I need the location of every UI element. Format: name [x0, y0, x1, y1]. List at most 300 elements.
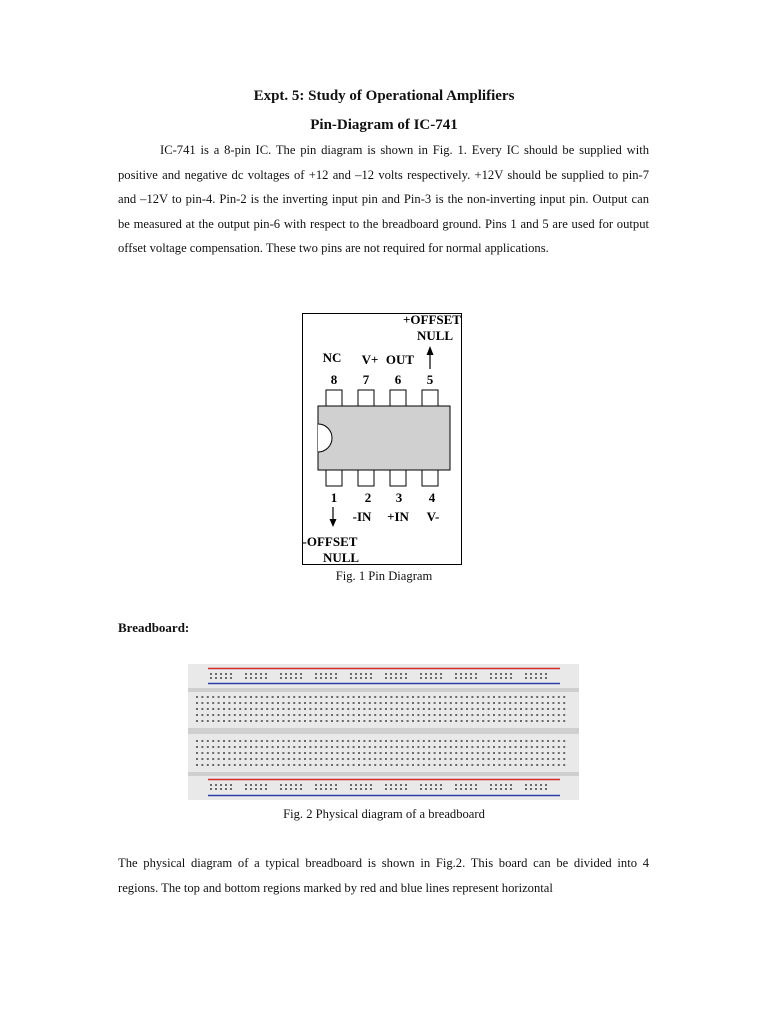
breadboard-hole [500, 673, 502, 675]
rail-divider-top [188, 688, 579, 692]
breadboard-hole [407, 702, 409, 704]
breadboard-hole [288, 714, 290, 716]
breadboard-hole [374, 720, 376, 722]
breadboard-hole [490, 677, 492, 679]
breadboard-hole [315, 784, 317, 786]
breadboard-hole [285, 673, 287, 675]
breadboard-hole [360, 673, 362, 675]
breadboard-hole [545, 673, 547, 675]
breadboard-hole [477, 714, 479, 716]
breadboard-hole [374, 708, 376, 710]
breadboard-hole [342, 764, 344, 766]
breadboard-hole [545, 784, 547, 786]
breadboard-hole [471, 758, 473, 760]
breadboard-hole [218, 696, 220, 698]
breadboard-hole [466, 740, 468, 742]
breadboard-hole [477, 746, 479, 748]
breadboard-hole [369, 702, 371, 704]
breadboard-hole [531, 708, 533, 710]
breadboard-hole [288, 696, 290, 698]
breadboard-hole [293, 702, 295, 704]
breadboard-hole [365, 784, 367, 786]
breadboard-hole [288, 702, 290, 704]
breadboard-hole [428, 714, 430, 716]
breadboard-hole [435, 677, 437, 679]
breadboard-hole [290, 677, 292, 679]
breadboard-hole [520, 752, 522, 754]
breadboard-hole [234, 714, 236, 716]
breadboard-hole [461, 702, 463, 704]
breadboard-hole [350, 784, 352, 786]
breadboard-hole [282, 708, 284, 710]
pin-2-lead [358, 470, 374, 486]
breadboard-hole [525, 677, 527, 679]
breadboard-hole [330, 784, 332, 786]
breadboard-hole [495, 677, 497, 679]
breadboard-hole [266, 714, 268, 716]
breadboard-hole [369, 720, 371, 722]
breadboard-hole [293, 764, 295, 766]
breadboard-hole [552, 740, 554, 742]
breadboard-hole [396, 740, 398, 742]
breadboard-hole [435, 784, 437, 786]
breadboard-hole [353, 746, 355, 748]
breadboard-hole [455, 702, 457, 704]
breadboard-hole [520, 746, 522, 748]
breadboard-hole [423, 720, 425, 722]
breadboard-hole [509, 720, 511, 722]
breadboard-hole [400, 677, 402, 679]
breadboard-hole [466, 758, 468, 760]
breadboard-hole [466, 696, 468, 698]
breadboard-hole [461, 752, 463, 754]
breadboard-hole [288, 758, 290, 760]
breadboard-hole [490, 784, 492, 786]
breadboard-hole [350, 673, 352, 675]
breadboard-hole [531, 714, 533, 716]
breadboard-hole [498, 752, 500, 754]
breadboard-hole [288, 708, 290, 710]
breadboard-hole [425, 788, 427, 790]
breadboard-hole [547, 740, 549, 742]
breadboard-hole [239, 752, 241, 754]
breadboard-hole [228, 764, 230, 766]
breadboard-hole [563, 740, 565, 742]
breadboard-hole [520, 740, 522, 742]
breadboard-hole [320, 714, 322, 716]
breadboard-hole [369, 758, 371, 760]
breadboard-hole [239, 696, 241, 698]
breadboard-hole [212, 740, 214, 742]
breadboard-hole [385, 788, 387, 790]
breadboard-hole [407, 746, 409, 748]
breadboard-hole [430, 784, 432, 786]
breadboard-hole [225, 784, 227, 786]
breadboard-hole [531, 696, 533, 698]
breadboard-hole [428, 696, 430, 698]
breadboard-hole [261, 764, 263, 766]
breadboard-hole [363, 696, 365, 698]
breadboard-hole [482, 746, 484, 748]
breadboard-hole [395, 784, 397, 786]
breadboard-hole [299, 702, 301, 704]
breadboard-hole [407, 752, 409, 754]
breadboard-hole [320, 677, 322, 679]
breadboard-hole [245, 740, 247, 742]
breadboard-hole [477, 758, 479, 760]
breadboard-hole [423, 696, 425, 698]
breadboard-hole [488, 702, 490, 704]
breadboard-hole [218, 746, 220, 748]
breadboard-hole [401, 752, 403, 754]
breadboard-hole [365, 788, 367, 790]
breadboard-hole [493, 752, 495, 754]
breadboard-hole [482, 740, 484, 742]
breadboard-hole [350, 788, 352, 790]
breadboard-hole [250, 720, 252, 722]
breadboard-hole [477, 720, 479, 722]
breadboard-hole [277, 746, 279, 748]
breadboard-hole [515, 740, 517, 742]
breadboard-hole [520, 708, 522, 710]
breadboard-hole [285, 677, 287, 679]
breadboard-hole [515, 696, 517, 698]
breadboard-hole [504, 720, 506, 722]
breadboard-hole [358, 752, 360, 754]
breadboard-hole [309, 702, 311, 704]
breadboard-hole [370, 677, 372, 679]
breadboard-hole [315, 696, 317, 698]
breadboard-hole [423, 746, 425, 748]
breadboard-hole [425, 673, 427, 675]
breadboard-hole [245, 764, 247, 766]
breadboard-hole [326, 714, 328, 716]
breadboard-hole [423, 708, 425, 710]
breadboard-hole [250, 758, 252, 760]
breadboard-hole [547, 764, 549, 766]
breadboard-hole [434, 708, 436, 710]
breadboard-hole [520, 714, 522, 716]
pin-number-5: 5 [426, 372, 434, 387]
pin-number-8: 8 [330, 372, 338, 387]
breadboard-hole [509, 740, 511, 742]
breadboard-hole [420, 784, 422, 786]
breadboard-hole [460, 673, 462, 675]
breadboard-hole [440, 788, 442, 790]
breadboard-hole [315, 758, 317, 760]
breadboard-hole [552, 702, 554, 704]
breadboard-hole [552, 764, 554, 766]
breadboard-hole [390, 720, 392, 722]
breadboard-hole [234, 752, 236, 754]
breadboard-hole [563, 752, 565, 754]
breadboard-hole [293, 720, 295, 722]
breadboard-hole [266, 758, 268, 760]
breadboard-hole [350, 677, 352, 679]
breadboard-hole [300, 677, 302, 679]
breadboard-hole [358, 746, 360, 748]
breadboard-hole [542, 758, 544, 760]
breadboard-hole [482, 702, 484, 704]
breadboard-hole [542, 696, 544, 698]
breadboard-hole [300, 673, 302, 675]
breadboard-hole [423, 758, 425, 760]
breadboard-hole [396, 720, 398, 722]
breadboard-hole [482, 720, 484, 722]
breadboard-hole [434, 696, 436, 698]
breadboard-hole [315, 752, 317, 754]
breadboard-hole [531, 764, 533, 766]
breadboard-hole [218, 714, 220, 716]
breadboard-hole [239, 764, 241, 766]
breadboard-hole [461, 720, 463, 722]
breadboard-hole [353, 720, 355, 722]
breadboard-hole [201, 740, 203, 742]
breadboard-hole [250, 702, 252, 704]
breadboard-hole [261, 758, 263, 760]
pin-1-lead [326, 470, 342, 486]
breadboard-hole [315, 708, 317, 710]
breadboard-hole [272, 714, 274, 716]
breadboard-hole [309, 696, 311, 698]
breadboard-hole [439, 758, 441, 760]
breadboard-hole [299, 714, 301, 716]
breadboard-hole [250, 714, 252, 716]
breadboard-hole [455, 673, 457, 675]
breadboard-hole [412, 752, 414, 754]
breadboard-hole [542, 740, 544, 742]
breadboard-hole [385, 708, 387, 710]
breadboard-hole [342, 740, 344, 742]
breadboard-hole [331, 696, 333, 698]
breadboard-hole [261, 746, 263, 748]
breadboard-hole [363, 746, 365, 748]
breadboard-hole [215, 788, 217, 790]
breadboard-hole [563, 696, 565, 698]
pin-5-lead [422, 390, 438, 406]
breadboard-hole [374, 752, 376, 754]
breadboard-hole [500, 784, 502, 786]
breadboard-hole [552, 746, 554, 748]
breadboard-hole [255, 746, 257, 748]
breadboard-hole [272, 764, 274, 766]
breadboard-hole [277, 740, 279, 742]
breadboard-hole [196, 696, 198, 698]
breadboard-hole [455, 764, 457, 766]
breadboard-hole [282, 696, 284, 698]
breadboard-hole [498, 740, 500, 742]
breadboard-hole [417, 746, 419, 748]
breadboard-hole [239, 702, 241, 704]
breadboard-hole [272, 720, 274, 722]
breadboard-hole [299, 746, 301, 748]
breadboard-hole [434, 714, 436, 716]
breadboard-hole [331, 714, 333, 716]
breadboard-hole [353, 708, 355, 710]
breadboard-hole [515, 714, 517, 716]
breadboard-hole [207, 696, 209, 698]
breadboard-hole [525, 746, 527, 748]
breadboard-hole [223, 740, 225, 742]
breadboard-hole [444, 746, 446, 748]
breadboard-hole [552, 758, 554, 760]
breadboard-hole [439, 740, 441, 742]
breadboard-hole [493, 720, 495, 722]
breadboard-hole [331, 752, 333, 754]
breadboard-hole [525, 702, 527, 704]
breadboard-hole [434, 764, 436, 766]
breadboard-hole [282, 752, 284, 754]
breadboard-hole [347, 708, 349, 710]
breadboard-hole [434, 720, 436, 722]
breadboard-hole [380, 720, 382, 722]
breadboard-hole [210, 673, 212, 675]
breadboard-hole [380, 764, 382, 766]
breadboard-hole [558, 746, 560, 748]
breadboard-hole [207, 746, 209, 748]
breadboard-hole [239, 746, 241, 748]
breadboard-hole [380, 746, 382, 748]
breadboard-hole [520, 720, 522, 722]
breadboard-hole [405, 784, 407, 786]
breadboard-hole [347, 696, 349, 698]
breadboard-hole [218, 752, 220, 754]
breadboard-hole [396, 746, 398, 748]
breadboard-hole [542, 714, 544, 716]
breadboard-hole [290, 784, 292, 786]
breadboard-hole [309, 740, 311, 742]
breadboard-hole [488, 746, 490, 748]
pin-label-plus-in: +IN [387, 509, 409, 524]
breadboard-hole [196, 752, 198, 754]
breadboard-hole [342, 702, 344, 704]
breadboard-hole [212, 702, 214, 704]
breadboard-hole [239, 708, 241, 710]
breadboard-hole [500, 677, 502, 679]
breadboard-hole [245, 746, 247, 748]
breadboard-hole [390, 702, 392, 704]
breadboard-hole [228, 696, 230, 698]
breadboard-hole [353, 714, 355, 716]
breadboard-hole [420, 673, 422, 675]
breadboard-hole [536, 758, 538, 760]
breadboard-hole [498, 746, 500, 748]
breadboard-hole [547, 720, 549, 722]
breadboard-hole [439, 764, 441, 766]
breadboard-hole [407, 714, 409, 716]
breadboard-hole [196, 708, 198, 710]
breadboard-hole [547, 746, 549, 748]
breadboard-hole [380, 714, 382, 716]
breadboard-hole [450, 702, 452, 704]
breadboard-hole [547, 752, 549, 754]
breadboard-hole [547, 714, 549, 716]
breadboard-hole [330, 677, 332, 679]
breadboard-hole [450, 714, 452, 716]
breadboard-hole [255, 702, 257, 704]
breadboard-hole [428, 746, 430, 748]
breadboard-hole [212, 720, 214, 722]
breadboard-hole [304, 764, 306, 766]
breadboard-hole [493, 764, 495, 766]
breadboard-hole [417, 696, 419, 698]
breadboard-hole [475, 788, 477, 790]
breadboard-hole [282, 746, 284, 748]
breadboard-hole [401, 720, 403, 722]
breadboard-hole [250, 764, 252, 766]
breadboard-hole [360, 788, 362, 790]
breadboard-hole [347, 746, 349, 748]
breadboard-hole [498, 696, 500, 698]
breadboard-hole [255, 714, 257, 716]
breadboard-hole [434, 758, 436, 760]
pin-label-vplus: V+ [361, 352, 379, 367]
breadboard-hole [228, 702, 230, 704]
breadboard-hole [326, 720, 328, 722]
breadboard-hole [196, 714, 198, 716]
breadboard-hole [282, 714, 284, 716]
breadboard-hole [423, 740, 425, 742]
breadboard-hole [335, 673, 337, 675]
breadboard-hole [353, 758, 355, 760]
breadboard-hole [395, 788, 397, 790]
breadboard-hole [260, 784, 262, 786]
breadboard-hole [363, 758, 365, 760]
breadboard-hole [363, 740, 365, 742]
breadboard-hole [493, 758, 495, 760]
breadboard-hole [455, 784, 457, 786]
breadboard-heading: Breadboard: [118, 620, 190, 635]
breadboard-hole [207, 720, 209, 722]
breadboard-hole [455, 740, 457, 742]
breadboard-hole [360, 677, 362, 679]
breadboard-hole [515, 708, 517, 710]
breadboard-hole [299, 720, 301, 722]
breadboard-hole [325, 784, 327, 786]
breadboard-hole [450, 758, 452, 760]
breadboard-hole [347, 720, 349, 722]
breadboard-hole [505, 677, 507, 679]
breadboard-hole [245, 784, 247, 786]
breadboard-hole [293, 746, 295, 748]
breadboard-hole [223, 752, 225, 754]
breadboard-hole [369, 696, 371, 698]
breadboard-hole [482, 758, 484, 760]
breadboard-hole [525, 740, 527, 742]
breadboard-hole [520, 758, 522, 760]
breadboard-hole [358, 764, 360, 766]
breadboard-hole [417, 740, 419, 742]
breadboard-hole [245, 696, 247, 698]
breadboard-hole [563, 714, 565, 716]
breadboard-hole [482, 752, 484, 754]
breadboard-hole [255, 752, 257, 754]
offset-top-null-label: NULL [416, 328, 454, 343]
breadboard-hole [223, 720, 225, 722]
breadboard-hole [230, 673, 232, 675]
breadboard-hole [304, 758, 306, 760]
breadboard-hole [342, 752, 344, 754]
breadboard-hole [315, 788, 317, 790]
breadboard-hole [315, 673, 317, 675]
pin-number-6: 6 [394, 372, 402, 387]
breadboard-hole [331, 702, 333, 704]
breadboard-hole [439, 746, 441, 748]
breadboard-hole [385, 696, 387, 698]
breadboard-hole [336, 714, 338, 716]
breadboard-hole [509, 758, 511, 760]
breadboard-hole [245, 714, 247, 716]
